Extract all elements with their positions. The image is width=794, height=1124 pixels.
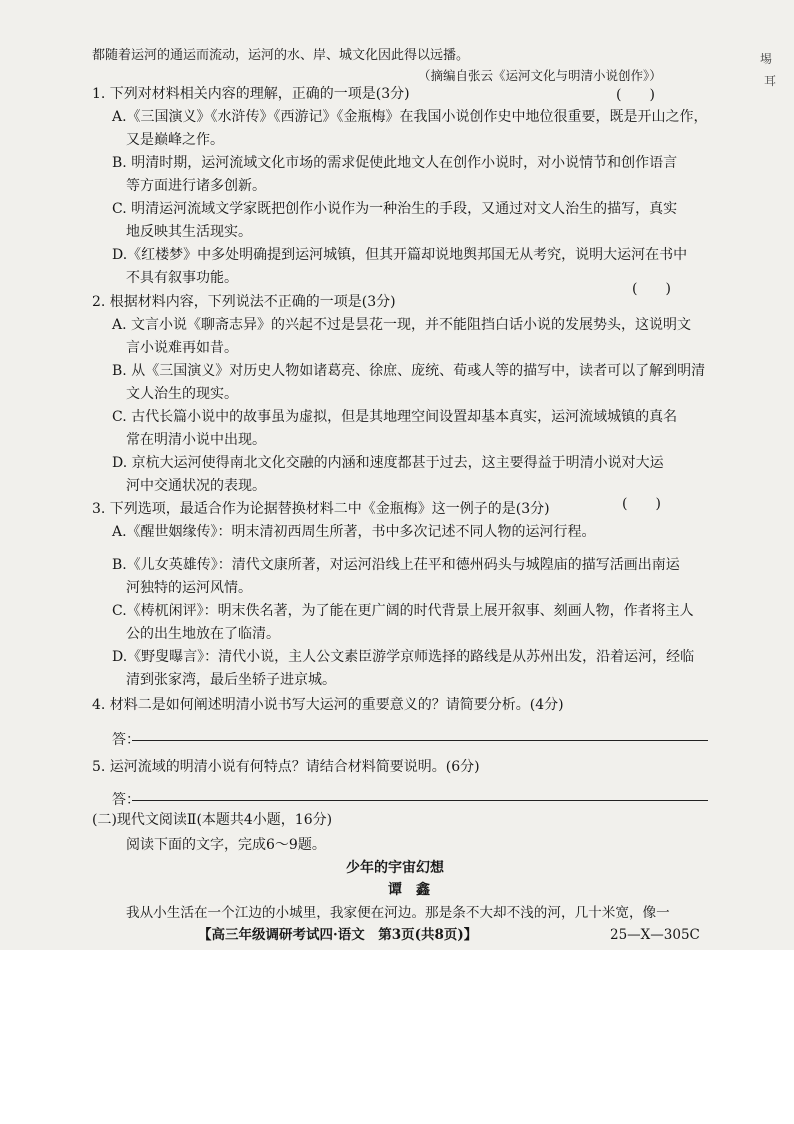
question-2-stem: 2. 根据材料内容，下列说法不正确的一项是(3分) (92, 294, 396, 310)
article-author: 谭 鑫 (388, 882, 430, 898)
article-title: 少年的宇宙幻想 (346, 860, 444, 876)
q2-option-a-line1: A. 文言小说《聊斋志异》的兴起不过是昙花一现，并不能阻挡白话小说的发展势头，这说明文 (112, 317, 692, 333)
question-4-stem: 4. 材料二是如何阐述明清小说书写大运河的重要意义的？请简要分析。(4分) (92, 697, 564, 713)
question-5-answer-label: 答： (112, 792, 140, 808)
section-instruction: 阅读下面的文字，完成6～9题。 (126, 837, 326, 853)
margin-char-1: 埸 (760, 52, 773, 66)
q2-option-b-line2: 文人治生的现实。 (126, 386, 238, 402)
q3-option-b-line1: B.《儿女英雄传》：清代文康所著，对运河沿线上茌平和德州码头与城隍庙的描写活画出南运 (112, 557, 680, 573)
page-footer-label: 【高三年级调研考试四·语文 第3页(共8页)】 (198, 927, 478, 943)
margin-char-2: 耳 (764, 74, 777, 88)
q3-option-c-line1: C.《梼杌闲评》：明末佚名著，为了能在更广阔的时代背景上展开叙事、刻画人物，作者将主人 (112, 603, 694, 619)
q3-option-d-line2: 清到张家湾，最后坐轿子进京城。 (126, 672, 336, 688)
q2-option-c-line2: 常在明清小说中出现。 (126, 432, 266, 448)
q1-option-b-line2: 等方面进行诸多创新。 (126, 178, 266, 194)
page-footer-code: 25—X—305C (610, 927, 700, 943)
q2-option-b-line1: B. 从《三国演义》对历史人物如诸葛亮、徐庶、庞统、荀彧人等的描写中，读者可以了解到明清 (112, 363, 706, 379)
q1-option-a-line1: A.《三国演义》《水浒传》《西游记》《金瓶梅》在我国小说创作史中地位很重要，既是开山之作， (112, 109, 708, 125)
q3-option-d-line1: D.《野叟曝言》：清代小说，主人公文素臣游学京师选择的路线是从苏州出发，沿着运河，经临 (112, 649, 695, 665)
question-3-stem: 3. 下列选项，最适合作为论据替换材料二中《金瓶梅》这一例子的是(3分) (92, 501, 550, 517)
q2-option-c-line1: C. 古代长篇小说中的故事虽为虚拟，但是其地理空间设置却基本真实，运河流域城镇的真名 (112, 409, 678, 425)
passage-continuation: 都随着运河的通运而流动，运河的水、岸、城文化因此得以远播。 (92, 48, 470, 63)
article-first-line: 我从小生活在一个江边的小城里，我家便在河边。那是条不大却不浅的河，几十米宽，像一 (126, 905, 670, 921)
q1-option-d-line1: D.《红楼梦》中多处明确提到运河城镇，但其开篇却说地舆邦国无从考究，说明大运河在书中 (112, 247, 688, 263)
section-heading: (二)现代文阅读Ⅱ(本题共4小题，16分) (92, 812, 333, 828)
q1-option-b-line1: B. 明清时期，运河流域文化市场的需求促使此地文人在创作小说时，对小说情节和创作语言 (112, 155, 678, 171)
q3-option-b-line2: 河独特的运河风情。 (126, 580, 252, 596)
q3-option-a-line1: A.《醒世姻缘传》：明末清初西周生所著，书中多次记述不同人物的运河行程。 (112, 524, 596, 540)
q1-option-d-line2: 不具有叙事功能。 (126, 270, 238, 286)
question-1-stem: 1. 下列对材料相关内容的理解，正确的一项是(3分) (92, 86, 410, 102)
question-4-answer-line[interactable] (132, 740, 708, 741)
question-5-stem: 5. 运河流域的明清小说有何特点？请结合材料简要说明。(6分) (92, 759, 480, 775)
q1-option-a-line2: 又是巅峰之作。 (126, 132, 224, 148)
q1-option-c-line1: C. 明清运河流域文学家既把创作小说作为一种治生的手段，又通过对文人治生的描写，真实 (112, 201, 678, 217)
q3-option-c-line2: 公的出生地放在了临清。 (126, 626, 280, 642)
q1-option-c-line2: 地反映其生活现实。 (126, 224, 252, 240)
question-2-answer-bracket[interactable]: ( ) (632, 281, 671, 297)
question-5-answer-line[interactable] (132, 800, 708, 801)
question-3-answer-bracket[interactable]: ( ) (622, 496, 661, 512)
question-1-answer-bracket[interactable]: ( ) (616, 87, 655, 103)
question-4-answer-label: 答： (112, 732, 140, 748)
q2-option-d-line1: D. 京杭大运河使得南北文化交融的内涵和速度都甚于过去，这主要得益于明清小说对大运 (112, 455, 664, 471)
q2-option-a-line2: 言小说难再如昔。 (126, 340, 238, 356)
q2-option-d-line2: 河中交通状况的表现。 (126, 478, 266, 494)
source-citation: （摘编自张云《运河文化与明清小说创作》） (418, 68, 662, 83)
